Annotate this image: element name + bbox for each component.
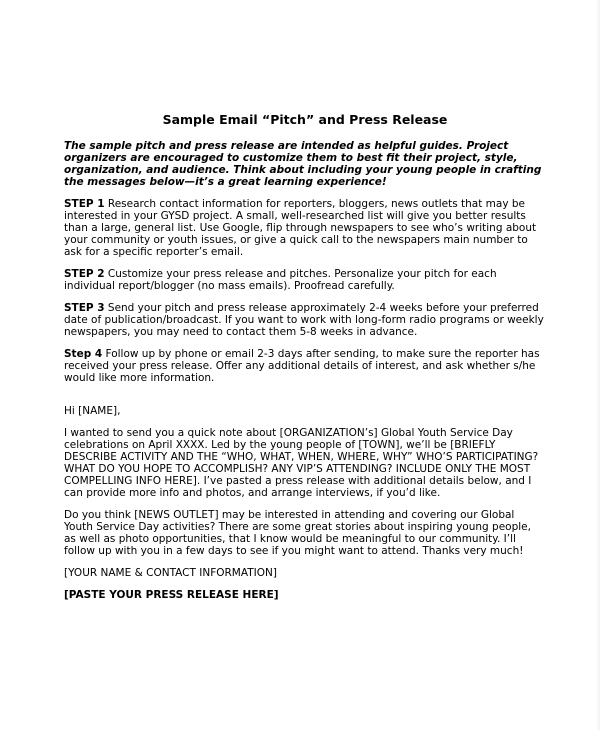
step-1-label: STEP 1 <box>64 198 105 210</box>
email-body-paragraph-1: I wanted to send you a quick note about [ORGANIZATION’s] Global Youth Service Day celebrations on April XXXX. Led by the young people of [TOWN], we’ll be [BRIEFLY DESCRIBE ACTIVITY AND THE “WHO, WHAT, WHEN, WHERE, WHY” WHO’S PARTICIPATING? WHAT DO YOU HOPE TO ACCOMPLISH? ANY VIP’S ATTENDING? INCLUDE ONLY THE MOST COMPELLING INFO HERE]. I’ve pasted a press release with additional details below, and I can provide more info and photos, and arrange interviews, if you’d like. <box>64 427 539 499</box>
step-1-paragraph <box>64 198 546 258</box>
document-title: Sample Email “Pitch” and Press Release <box>162 112 448 127</box>
paste-press-release-placeholder: [PASTE YOUR PRESS RELEASE HERE] <box>64 589 279 601</box>
step-4-label: Step 4 <box>64 348 103 360</box>
email-body-paragraph-2: Do you think [NEWS OUTLET] may be interested in attending and covering our Global Youth Service Day activities? There are some great stories about inspiring young people, as well as photo opportunities, that I know would be meaningful to our community. I’ll follow up with you in a few days to see if you might want to attend. Thanks very much! <box>64 509 531 557</box>
step-4-paragraph <box>64 348 546 384</box>
step-3-label: STEP 3 <box>64 302 105 314</box>
spacer <box>64 394 546 405</box>
page-edge-shadow <box>596 0 600 730</box>
step-2-paragraph <box>64 268 546 292</box>
step-3-paragraph <box>64 302 546 338</box>
intro-paragraph: The sample pitch and press release are intended as helpful guides. Project organizers are encouraged to customize them to best fit their project, style, organization, and audience. Think about including your young people in crafting the messages below—it’s a great learning experience! <box>64 140 542 188</box>
email-greeting: Hi [NAME], <box>64 405 121 417</box>
document-content <box>64 112 546 611</box>
step-1-text: Research contact information for reporters, bloggers, news outlets that may be interested in your GYSD project. A small, well-researched list will give you better results than a large, general list. Use Google, flip through newspapers to see who’s writing about your community or youth issues, or give a quick call to the newspapers main number to ask for a specific reporter’s email. <box>64 198 537 258</box>
step-3-text: Send your pitch and press release approximately 2-4 weeks before your preferred date of publication/broadcast. If you want to work with long-form radio programs or weekly newspapers, you may need to contact them 5-8 weeks in advance. <box>64 302 544 338</box>
email-signature: [YOUR NAME & CONTACT INFORMATION] <box>64 567 277 579</box>
step-2-text: Customize your press release and pitches. Personalize your pitch for each individual report/blogger (no mass emails). Proofread carefully. <box>64 268 497 292</box>
step-4-text: Follow up by phone or email 2-3 days after sending, to make sure the reporter has received your press release. Offer any additional details of interest, and ask whether s/he would like more information. <box>64 348 540 384</box>
step-2-label: STEP 2 <box>64 268 105 280</box>
